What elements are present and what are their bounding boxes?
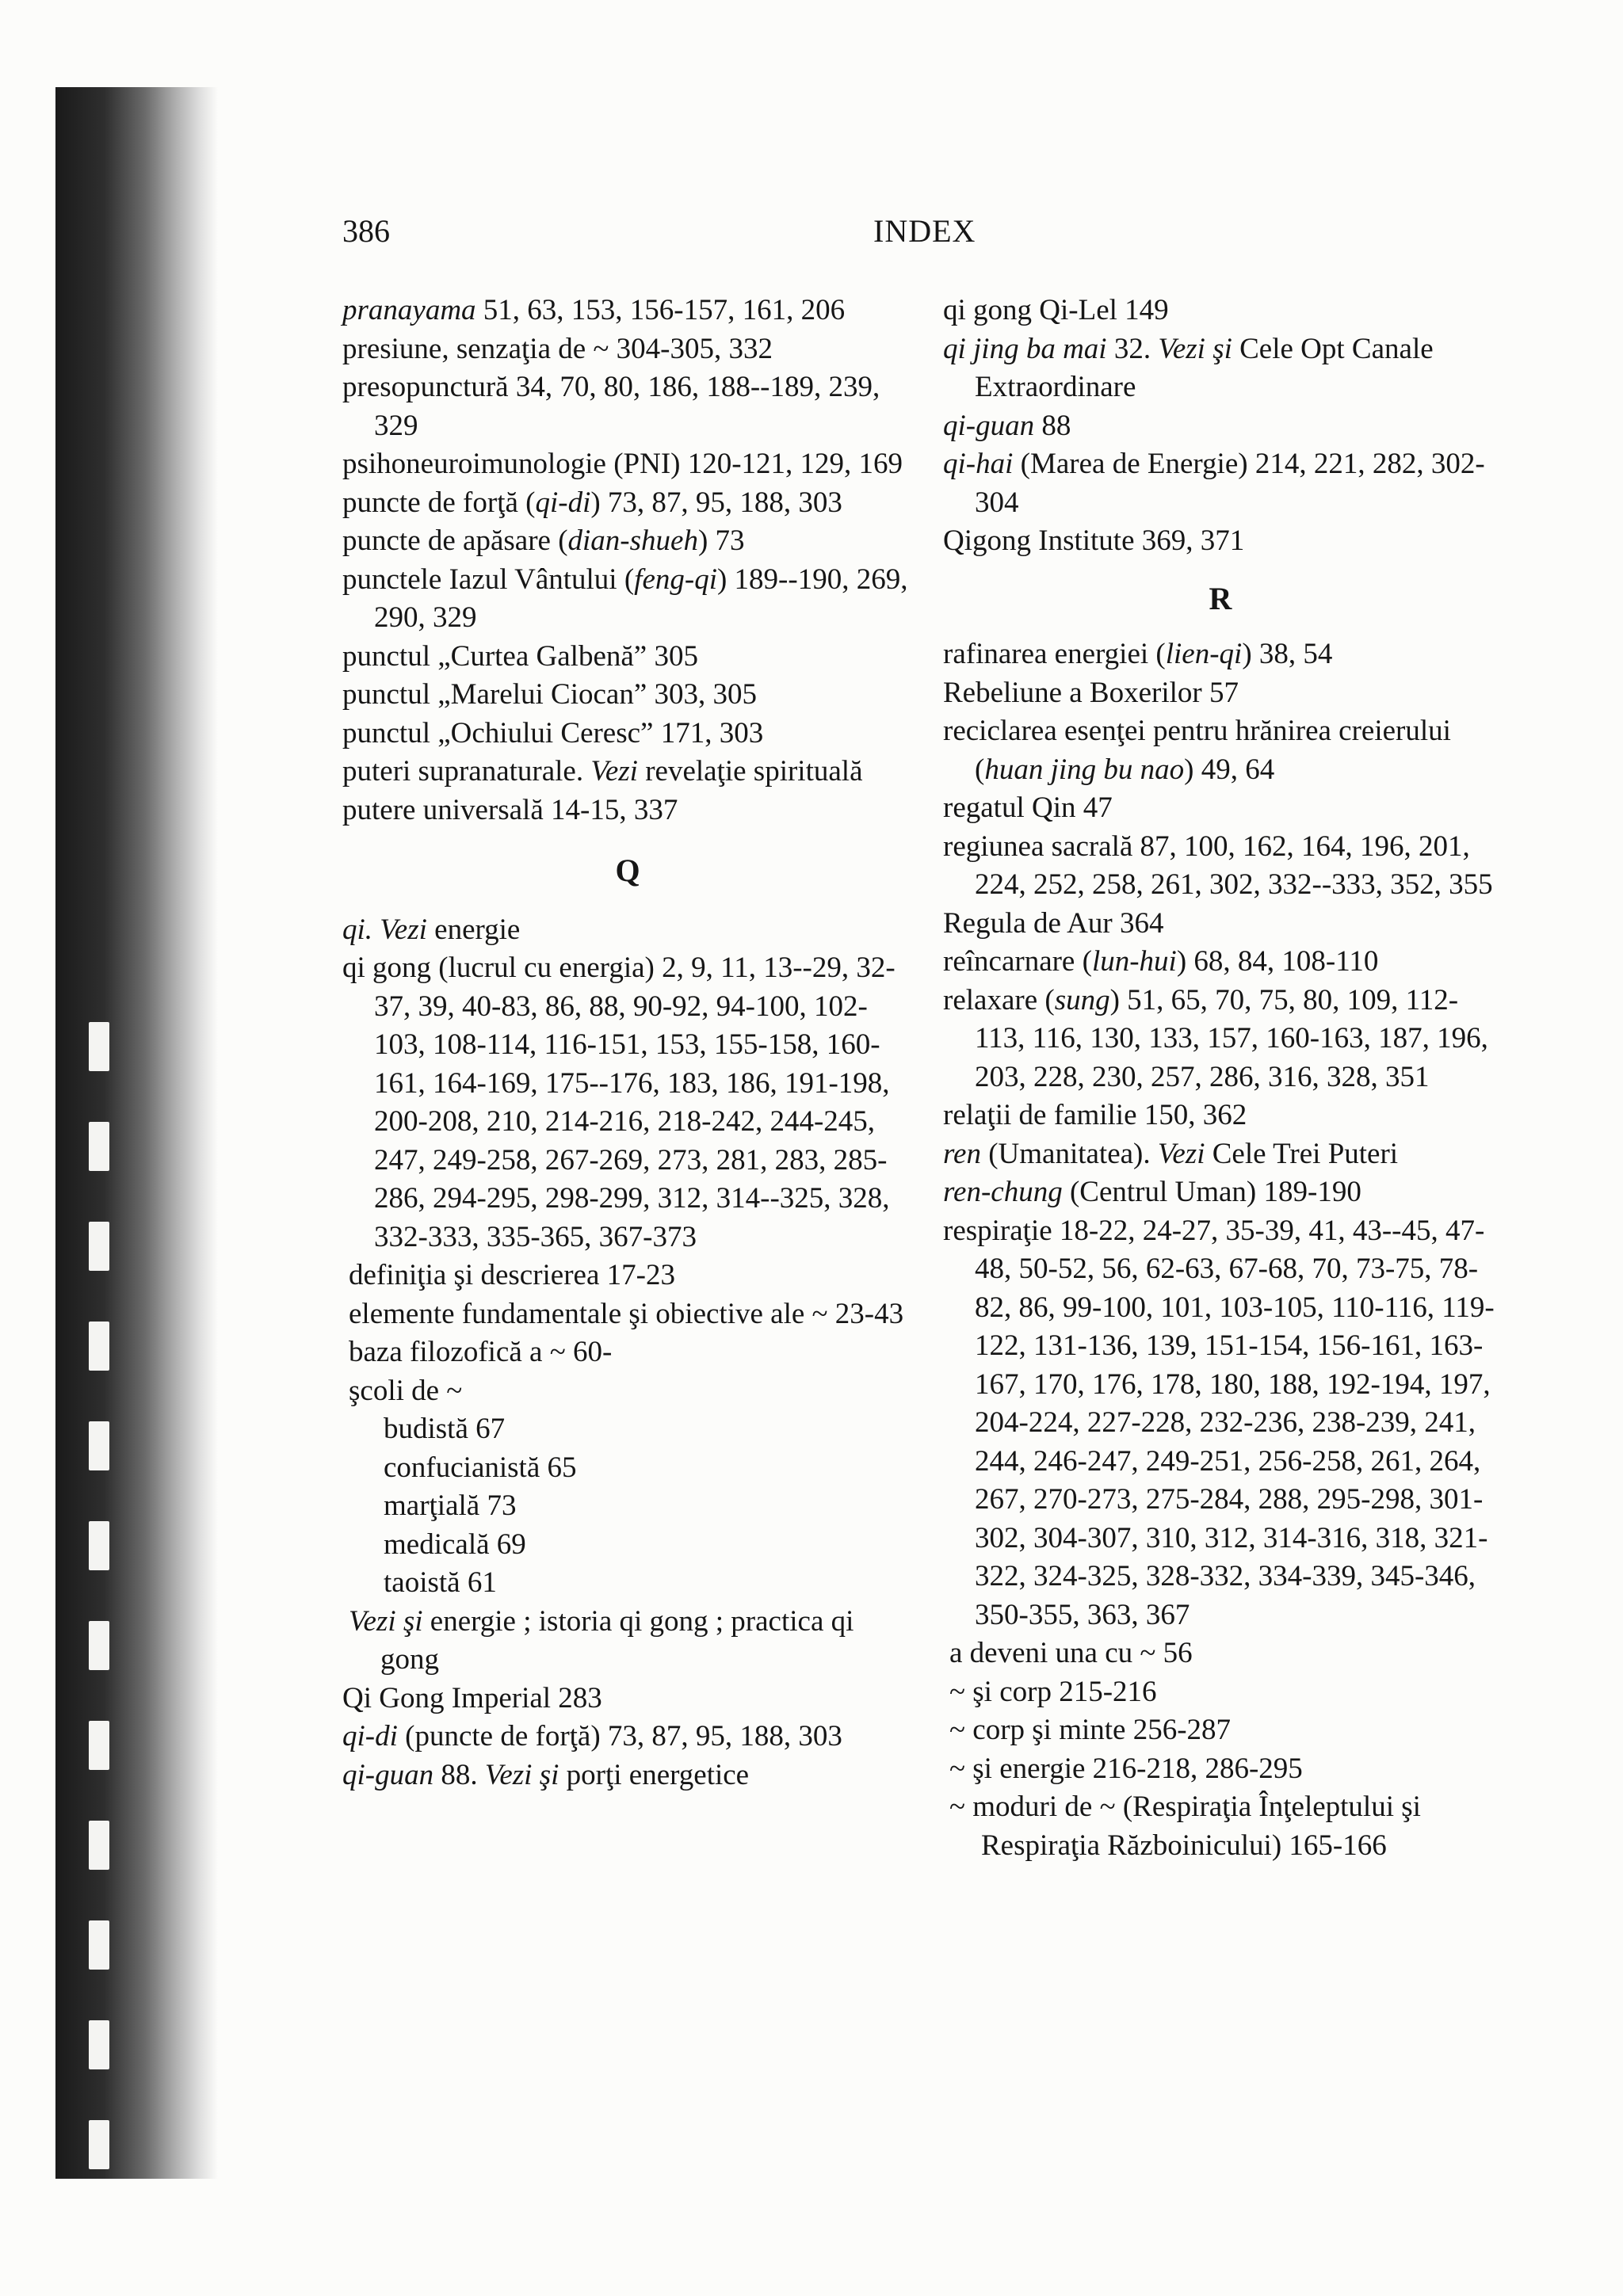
index-subentry: Vezi şi energie ; istoria qi gong ; practica qi gong	[349, 1604, 854, 1676]
index-entry: punctul „Marelui Ciocan” 303, 305	[342, 678, 758, 711]
index-subentry: ~ corp şi minte 256-287	[949, 1714, 1232, 1746]
index-subentry: marţială 73	[384, 1489, 517, 1522]
index-entry: reîncarnare (lun-hui) 68, 84, 108-110	[943, 945, 1379, 978]
binding-hole	[89, 1022, 109, 1071]
index-entry: punctul „Curtea Galbenă” 305	[342, 639, 698, 673]
section-letter: R	[1209, 580, 1232, 616]
page-title: INDEX	[873, 213, 976, 249]
binding-hole	[89, 1322, 109, 1371]
index-entry: punctele Iazul Vântului (feng-qi) 189--190, 269, 290, 329	[342, 563, 908, 634]
index-entry: putere universală 14-15, 337	[342, 793, 678, 826]
index-entry: qi-guan 88. Vezi şi porţi energetice	[342, 1758, 750, 1791]
index-entry: reciclarea esenţei pentru hrănirea creierului (huan jing bu nao) 49, 64	[943, 715, 1451, 786]
index-entry: qi gong (lucrul cu energia) 2, 9, 11, 13--29, 32-37, 39, 40-83, 86, 88, 90-92, 94-100, 102-103, 108-114, 116-151, 153, 155-158, 160-161, 164-169, 175--176, 183, 186, 191-198, 200-208, 210, 214-216, 218-242, 244-245, 247, 249-258, 267-269, 273, 281, 283, 285-286, 294-295, 298-299, 312, 314--325, 328, 332-333, 335-365, 367-373	[342, 952, 896, 1253]
index-subentry: ~ moduri de ~ (Respiraţia Înţeleptului şi Respiraţia Războinicului) 165-166	[949, 1791, 1421, 1862]
index-entry: puncte de forţă (qi-di) 73, 87, 95, 188, 303	[342, 486, 842, 519]
index-subentry: budistă 67	[384, 1413, 506, 1445]
binding-hole	[89, 1721, 109, 1770]
index-entry: ren-chung (Centrul Uman) 189-190	[943, 1176, 1361, 1208]
index-entry: regatul Qin 47	[943, 791, 1113, 824]
binding-hole	[89, 2020, 109, 2069]
binding-hole	[89, 1821, 109, 1870]
binding-hole	[89, 1222, 109, 1271]
binding-hole	[89, 1122, 109, 1171]
index-column-left	[342, 292, 913, 1794]
index-entry: relaxare (sung) 51, 65, 70, 75, 80, 109, 112-113, 116, 130, 133, 157, 160-163, 187, 196, 203, 228, 230, 257, 286, 316, 328, 351	[943, 983, 1488, 1093]
index-entry: relaţii de familie 150, 362	[943, 1099, 1247, 1131]
binding-hole	[89, 1521, 109, 1570]
binding-shadow	[55, 87, 218, 2179]
index-entry: qi-guan 88	[943, 409, 1071, 442]
index-subentry: a deveni una cu ~ 56	[949, 1637, 1193, 1669]
index-subentry: definiţia şi descrierea 17-23	[349, 1259, 675, 1291]
index-entry: rafinarea energiei (lien-qi) 38, 54	[943, 638, 1333, 670]
index-entry: pranayama 51, 63, 153, 156-157, 161, 206	[342, 294, 846, 326]
index-entry: Qigong Institute 369, 371	[943, 524, 1245, 557]
index-subentry: ~ şi energie 216-218, 286-295	[949, 1752, 1303, 1785]
index-entry: qi-di (puncte de forţă) 73, 87, 95, 188, 303	[342, 1720, 842, 1753]
index-subentry: confucianistă 65	[384, 1451, 577, 1484]
index-column-right	[943, 292, 1498, 1865]
binding-hole	[89, 2120, 109, 2169]
index-subentry: taoistă 61	[384, 1566, 497, 1599]
index-entry: puteri supranaturale. Vezi revelaţie spirituală	[342, 755, 863, 788]
section-letter: Q	[615, 852, 640, 888]
index-subentry: medicală 69	[384, 1527, 526, 1561]
binding-hole	[89, 1421, 109, 1470]
index-entry: qi jing ba mai 32. Vezi şi Cele Opt Canale Extraordinare	[943, 332, 1434, 403]
index-entry: puncte de apăsare (dian-shueh) 73	[342, 524, 745, 557]
index-entry: regiunea sacrală 87, 100, 162, 164, 196, 201, 224, 252, 258, 261, 302, 332--333, 352, 355	[943, 830, 1493, 901]
page-number: 386	[342, 213, 390, 249]
index-entry: psihoneuroimunologie (PNI) 120-121, 129, 169	[342, 448, 903, 480]
binding-hole	[89, 1621, 109, 1670]
index-entry: Qi Gong Imperial 283	[342, 1681, 602, 1714]
index-entry: respiraţie 18-22, 24-27, 35-39, 41, 43--45, 47-48, 50-52, 56, 62-63, 67-68, 70, 73-75, 78-82, 86, 99-100, 101, 103-105, 110-116, 119-122, 131-136, 139, 151-154, 156-161, 163-167, 170, 176, 178, 180, 188, 192-194, 197, 204-224, 227-228, 232-236, 238-239, 241, 244, 246-247, 249-251, 256-258, 261, 264, 267, 270-273, 275-284, 288, 295-298, 301-302, 304-307, 310, 312, 314-316, 318, 321-322, 324-325, 328-332, 334-339, 345-346, 350-355, 363, 367	[943, 1214, 1495, 1631]
index-entry: qi-hai (Marea de Energie) 214, 221, 282, 302-304	[943, 448, 1485, 519]
index-entry: qi gong Qi-Lel 149	[943, 294, 1169, 326]
index-subentry: elemente fundamentale şi obiective ale ~ 23-43	[349, 1297, 904, 1330]
page-header	[342, 212, 976, 252]
binding-hole	[89, 1920, 109, 1970]
index-entry: presiune, senzaţia de ~ 304-305, 332	[342, 332, 773, 365]
index-subentry: baza filozofică a ~ 60-	[349, 1336, 613, 1368]
index-entry: qi. Vezi energie	[342, 913, 521, 946]
index-entry: ren (Umanitatea). Vezi Cele Trei Puteri	[943, 1137, 1399, 1170]
index-subentry: şcoli de ~	[349, 1374, 463, 1407]
index-entry: Regula de Aur 364	[943, 906, 1164, 940]
index-entry: presopunctură 34, 70, 80, 186, 188--189, 239, 329	[342, 371, 880, 442]
index-subentry: ~ şi corp 215-216	[949, 1675, 1157, 1708]
index-entry: punctul „Ochiului Ceresc” 171, 303	[342, 716, 764, 749]
index-entry: Rebeliune a Boxerilor 57	[943, 676, 1239, 709]
